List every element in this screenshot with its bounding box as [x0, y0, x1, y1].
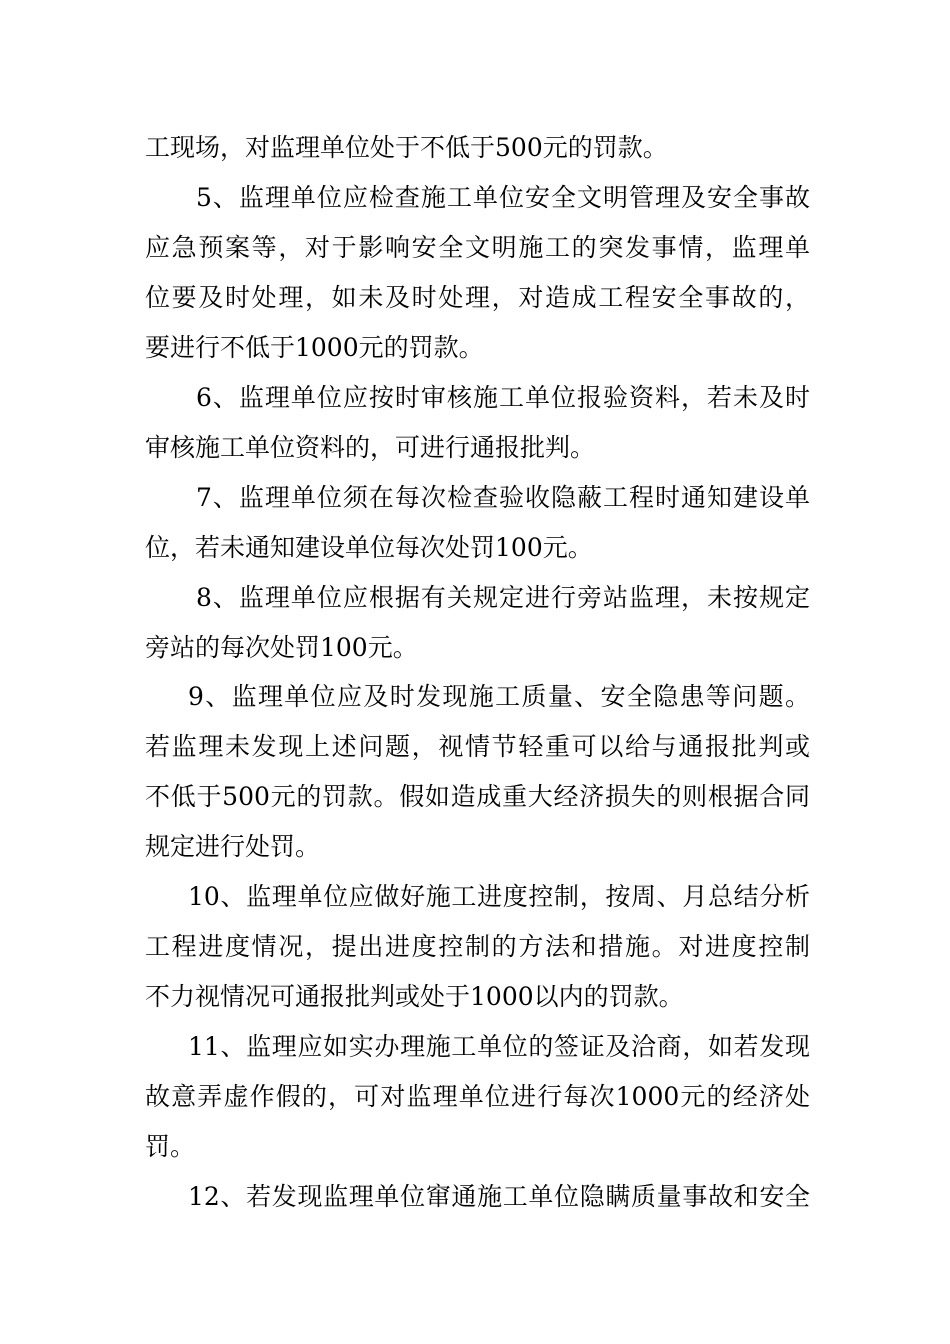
paragraph-line: 工程进度情况，提出进度控制的方法和措施。对进度控制	[145, 932, 810, 961]
paragraph-line: 罚。	[145, 1132, 196, 1161]
paragraph-line: 7、监理单位须在每次检查验收隐蔽工程时通知建设单	[196, 483, 810, 512]
paragraph-line: 工现场，对监理单位处于不低于500元的罚款。	[145, 133, 668, 162]
paragraph-line: 应急预案等，对于影响安全文明施工的突发事情，监理单	[145, 233, 810, 262]
paragraph-line: 不力视情况可通报批判或处于1000以内的罚款。	[145, 982, 684, 1011]
paragraph-line: 9、监理单位应及时发现施工质量、安全隐患等问题。	[188, 682, 810, 711]
paragraph-line: 5、监理单位应检查施工单位安全文明管理及安全事故	[196, 183, 810, 212]
paragraph-line: 规定进行处罚。	[145, 832, 321, 861]
paragraph-line: 12、若发现监理单位窜通施工单位隐瞒质量事故和安全	[188, 1182, 810, 1211]
paragraph-line: 旁站的每次处罚100元。	[145, 633, 418, 662]
paragraph-line: 11、监理应如实办理施工单位的签证及洽商，如若发现	[188, 1032, 810, 1061]
paragraph-line: 10、监理单位应做好施工进度控制，按周、月总结分析	[188, 882, 810, 911]
paragraph-line: 位要及时处理，如未及时处理，对造成工程安全事故的，	[145, 283, 810, 312]
paragraph-line: 6、监理单位应按时审核施工单位报验资料，若未及时	[196, 383, 810, 412]
paragraph-line: 若监理未发现上述问题，视情节轻重可以给与通报批判或	[145, 732, 810, 761]
paragraph-line: 审核施工单位资料的，可进行通报批判。	[145, 433, 596, 462]
paragraph-line: 不低于500元的罚款。假如造成重大经济损失的则根据合同	[145, 782, 810, 811]
paragraph-line: 位，若未通知建设单位每次处罚100元。	[145, 533, 593, 562]
paragraph-line: 要进行不低于1000元的罚款。	[145, 333, 484, 362]
paragraph-line: 故意弄虚作假的，可对监理单位进行每次1000元的经济处	[145, 1082, 810, 1111]
paragraph-line: 8、监理单位应根据有关规定进行旁站监理，未按规定	[196, 583, 810, 612]
